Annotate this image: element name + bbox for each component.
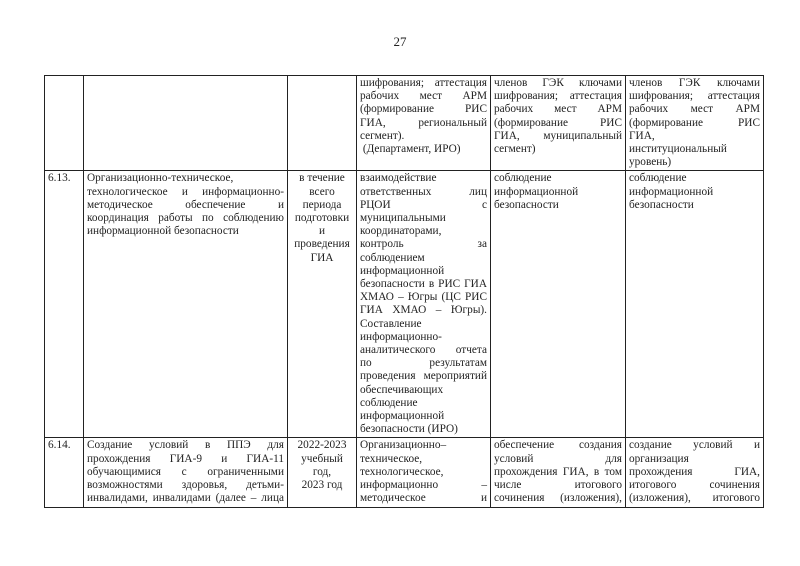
text-line: информационной безопасности <box>87 225 239 238</box>
cell-actions <box>357 438 491 507</box>
text-line: безопасности в РИС ГИА <box>360 278 487 291</box>
text-line: ГИА, <box>629 129 655 142</box>
text-line: (изложения), итогового <box>629 492 760 505</box>
text-line: рабочих мест АРМ <box>494 103 622 116</box>
cell-term <box>288 438 357 507</box>
text-line: Создание условий в ППЭ для <box>87 439 284 452</box>
text-line: обучающимися с ограниченными <box>87 465 284 478</box>
text-line: организация <box>629 452 689 465</box>
text-line: координаторами, <box>360 225 442 238</box>
text-line: (Департамент, ИРО) <box>360 143 461 156</box>
table-row <box>45 171 764 438</box>
cell-number: 6.13. <box>45 171 84 438</box>
text-line: информационной <box>360 264 445 277</box>
text-line: (формирование РИС <box>360 103 487 116</box>
cell-number: 6.14. <box>45 438 84 507</box>
cell-term <box>288 76 357 171</box>
text-line: безопасности <box>494 198 559 211</box>
text-line: безопасности (ИРО) <box>360 423 458 436</box>
text-line: ГИА <box>310 251 334 264</box>
text-line: соблюдение <box>494 172 552 185</box>
text-line: прохождения ГИА-9 и ГИА-11 <box>87 452 284 465</box>
text-line: членов ГЭК ключами <box>629 77 760 89</box>
text-line: соблюдением <box>360 251 425 264</box>
text-line: информационной <box>629 185 714 198</box>
text-line: год, <box>312 465 332 478</box>
text-line: обеспечивающих <box>360 383 444 396</box>
cell-result-municipal <box>491 76 626 171</box>
text-line: технологическое, <box>360 465 444 478</box>
text-line: Составление <box>360 317 422 330</box>
text-line: инвалидами, инвалидами (далее – лица <box>87 492 284 505</box>
table-row <box>45 76 764 171</box>
text-line: рабочих мест АРМ <box>629 103 760 116</box>
text-line: (формирование РИС <box>629 116 760 129</box>
text-line: РЦОИ с <box>360 198 487 211</box>
text-line: и <box>318 225 326 238</box>
text-line: шифрования; аттестация <box>494 90 622 103</box>
text-line: муниципальными <box>360 212 446 225</box>
text-line: числе итогового <box>494 479 622 492</box>
text-line: ГИА ХМАО – Югры). <box>360 304 487 317</box>
text-line: уровень) <box>629 156 672 169</box>
text-line: координация работы по соблюдению <box>87 212 284 225</box>
text-line: 2022-2023 <box>297 439 347 452</box>
text-line: прохождения ГИА, в том <box>494 465 622 478</box>
text-line: 2023 год <box>301 479 343 492</box>
text-line: шифрования; аттестация <box>629 90 760 103</box>
text-line: взаимодействие <box>360 172 437 185</box>
text-line: ГИА, региональный <box>360 116 487 129</box>
text-line: информационной <box>360 410 445 423</box>
text-line: рабочих мест АРМ <box>360 90 487 103</box>
text-line: соблюдение <box>629 172 687 185</box>
text-line: прохождения ГИА, <box>629 465 760 478</box>
text-line: аналитического отчета <box>360 344 487 357</box>
text-line: методическое и <box>360 492 487 505</box>
cell-result-institutional <box>626 171 764 438</box>
text-line: информационно – <box>360 479 487 492</box>
cell-result-municipal <box>491 171 626 438</box>
text-line: информационной <box>494 185 579 198</box>
text-line: членов ГЭК ключами <box>494 77 622 89</box>
cell-term <box>288 171 357 438</box>
text-line: соблюдение <box>360 396 418 409</box>
cell-name <box>84 438 288 507</box>
page-number: 27 <box>393 34 407 49</box>
text-line: методическое обеспечение и <box>87 198 284 211</box>
text-line: контроль за <box>360 238 487 251</box>
text-line: ответственных лиц <box>360 185 487 198</box>
cell-name <box>84 171 288 438</box>
text-line: шифрования; аттестация <box>360 77 487 89</box>
text-line: всего <box>309 185 335 198</box>
text-line: сегмент). <box>360 129 405 142</box>
text-line: институциональный <box>629 143 727 156</box>
cell-number <box>45 76 84 171</box>
text-line: подготовки <box>294 212 350 225</box>
text-line: Организационно– <box>360 439 447 452</box>
cell-result-institutional <box>626 76 764 171</box>
text-line: технологическое и информационно- <box>87 185 284 198</box>
text-line: обеспечение создания <box>494 439 622 452</box>
text-line: Организационно-техническое, <box>87 172 234 185</box>
plan-table <box>44 75 764 508</box>
text-line: информационно- <box>360 330 442 343</box>
text-line: учебный <box>301 452 343 465</box>
text-line: ГИА, муниципальный <box>494 129 622 142</box>
cell-actions <box>357 76 491 171</box>
text-line: (формирование РИС <box>494 116 622 129</box>
text-line: в течение <box>299 172 345 185</box>
cell-result-institutional <box>626 438 764 507</box>
text-line: проведения мероприятий <box>360 370 487 383</box>
text-line: безопасности <box>629 198 694 211</box>
text-line: периода <box>302 198 342 211</box>
text-line: сегмент) <box>494 143 536 156</box>
text-line: итогового сочинения <box>629 479 760 492</box>
text-line: создание условий и <box>629 439 760 452</box>
text-line: проведения <box>294 238 350 251</box>
text-line: по результатам <box>360 357 487 370</box>
text-line: техническое, <box>360 452 423 465</box>
text-line: сочинения (изложения), <box>494 492 622 505</box>
cell-actions <box>357 171 491 438</box>
text-line: возможностями здоровья, детьми- <box>87 479 284 492</box>
text-line: условий для <box>494 452 622 465</box>
cell-result-municipal <box>491 438 626 507</box>
text-line: ХМАО – Югры (ЦС РИС <box>360 291 487 304</box>
cell-name <box>84 76 288 171</box>
table-row <box>45 438 764 507</box>
